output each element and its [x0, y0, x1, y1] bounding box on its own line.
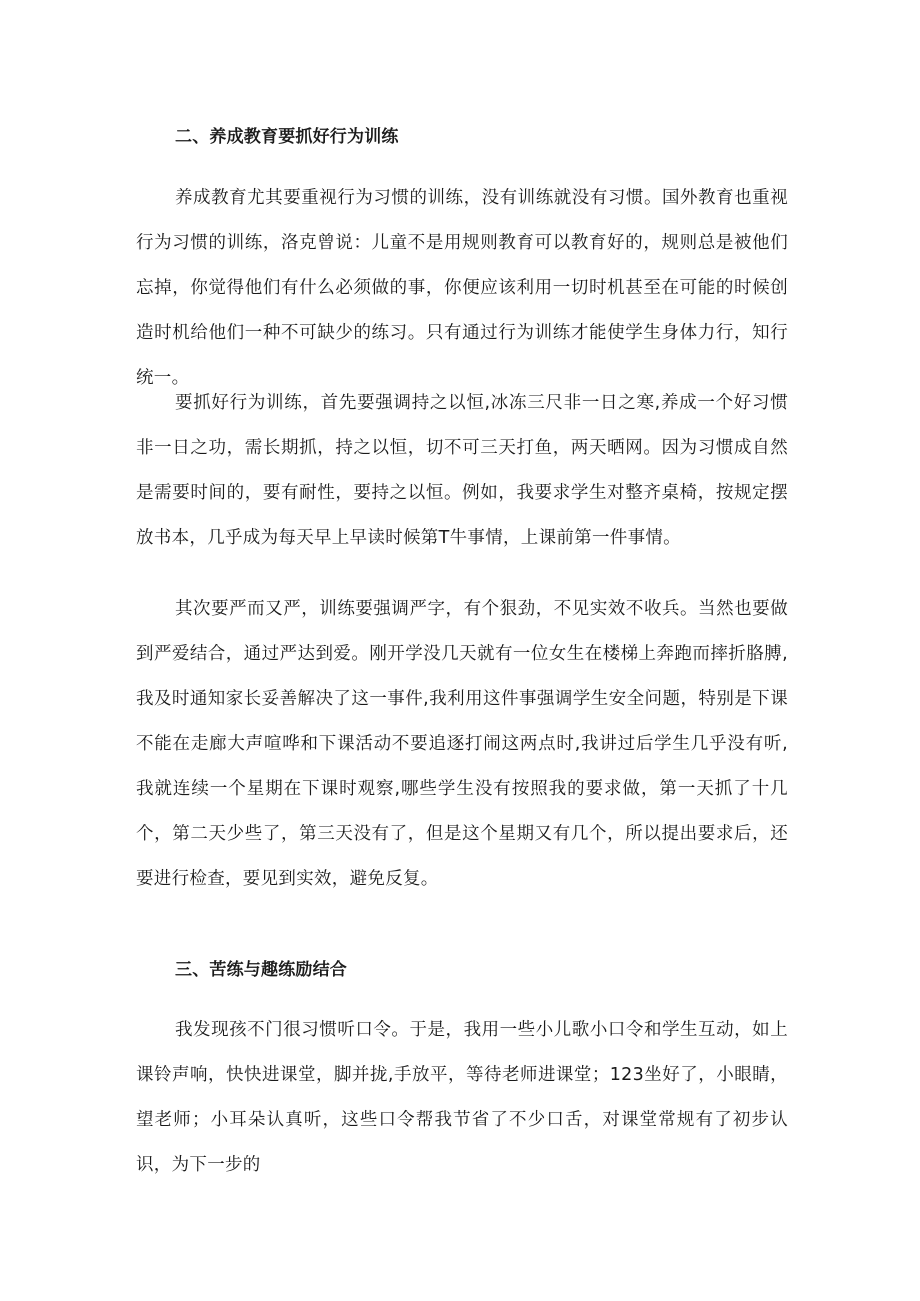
section-heading: 二、养成教育要抓好行为训练	[175, 127, 399, 147]
paragraph: 要抓好行为训练，首先要强调持之以恒,冰冻三尺非一日之寒,养成一个好习惯非一日之功，需长期抓，持之以恒，切不可三天打鱼，两天晒网。因为习惯成自然是需要时间的，要有耐性，要持之以恒。例如，我要求学生对整齐桌椅，按规定摆放书本，几乎成为每天早上早读时候第T牛事情，上课前第一件事情。	[136, 393, 788, 548]
paragraph: 其次要严而又严，训练要强调严字，有个狠劲，不见实效不收兵。当然也要做到严爱结合，通过严达到爱。刚开学没几天就有一位女生在楼梯上奔跑而摔折胳膊,我及时通知家长妥善解决了这一事件,我利用这件事强调学生安全问题，特别是下课不能在走廊大声喧哗和下课活动不要追逐打闹这两点时,我讲过后学生几乎没有听,我就连续一个星期在下课时观察,哪些学生没有按照我的要求做，第一天抓了十几个，第二天少些了，第三天没有了，但是这个星期又有几个，所以提出要求后，还要进行检查，要见到实效，避免反复。	[136, 599, 788, 889]
section-heading: 三、苦练与趣练励结合	[175, 960, 347, 980]
paragraph: 养成教育尤其要重视行为习惯的训练，没有训练就没有习惯。国外教育也重视行为习惯的训练，洛克曾说：儿童不是用规则教育可以教育好的，规则总是被他们忘掉，你觉得他们有什么必须做的事，你便应该利用一切时机甚至在可能的时候创造时机给他们一种不可缺少的练习。只有通过行为训练才能使学生身体力行，知行统一。	[136, 188, 788, 388]
paragraph: 我发现孩不门很习惯听口令。于是，我用一些小儿歌小口令和学生互动，如上课铃声响，快快进课堂，脚并拢,手放平，等待老师进课堂；123坐好了，小眼睛，望老师；小耳朵认真听，这些口令帮我节省了不少口舌，对课堂常规有了初步认识，为下一步的	[136, 1020, 788, 1175]
